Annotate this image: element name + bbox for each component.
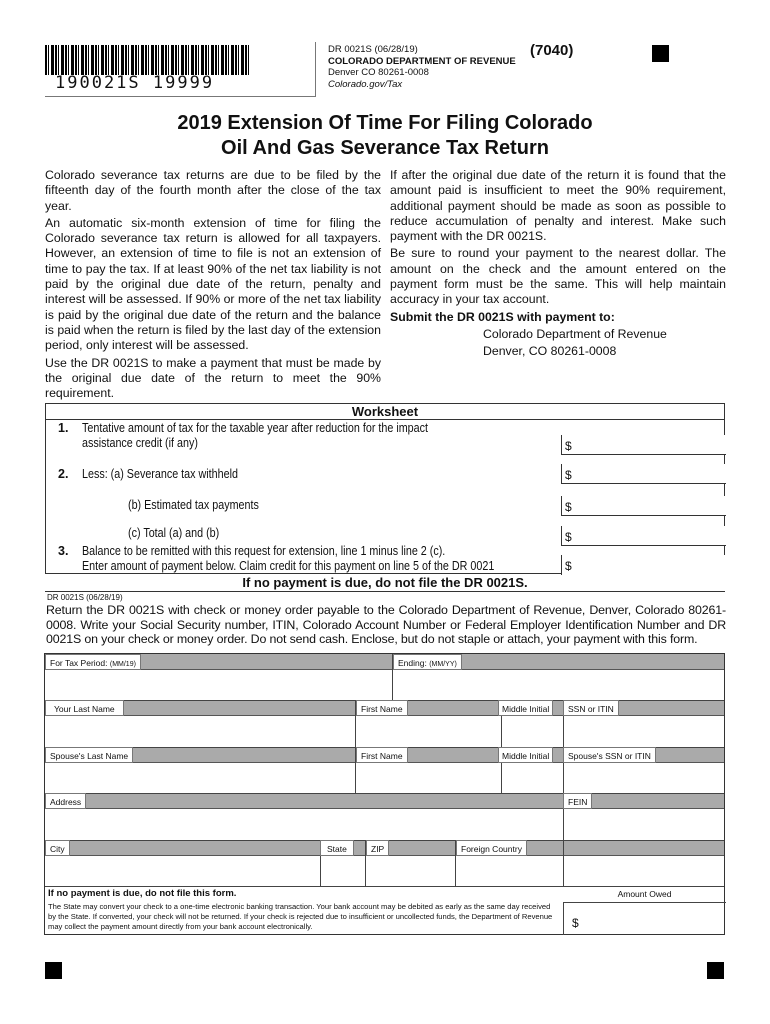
- line-number: 3.: [58, 544, 69, 558]
- first-name-label: First Name: [356, 700, 408, 716]
- barcode-number: 190021S 19999: [55, 73, 215, 93]
- department-address: Denver CO 80261-0008: [328, 67, 429, 78]
- last-name-label: Your Last Name: [45, 700, 124, 716]
- paragraph: Colorado severance tax returns are due to be filed by the fifteenth day of the fourth month after the close of the tax year.: [45, 168, 381, 213]
- tax-period-input[interactable]: [45, 671, 392, 700]
- zip-input[interactable]: [366, 857, 455, 886]
- ssn-label: SSN or ITIN: [563, 700, 619, 716]
- ending-input[interactable]: [393, 671, 725, 700]
- band: [45, 654, 724, 670]
- middle-initial-input[interactable]: [502, 717, 563, 747]
- text: (MM/YY): [429, 661, 457, 668]
- fein-input[interactable]: [564, 810, 725, 840]
- text: Tentative amount of tax for the taxable year after reduction for the impact: [82, 421, 428, 435]
- zip-label: ZIP: [366, 840, 389, 856]
- spouse-ssn-label: Spouse's SSN or ITIN: [563, 747, 656, 763]
- barcode: [45, 45, 250, 75]
- form-code: (7040): [530, 42, 574, 59]
- ending-label: [393, 654, 462, 670]
- foreign-country-input[interactable]: [456, 857, 725, 886]
- spouse-middle-initial-label: Middle Initial: [498, 747, 553, 763]
- text: Balance to be remitted with this request for extension, line 1 minus line 2 (c).: [82, 544, 446, 558]
- spouse-first-name-input[interactable]: [356, 764, 501, 793]
- line-text: [82, 421, 428, 451]
- page-title: [0, 111, 770, 161]
- spouse-last-name-label: Spouse's Last Name: [45, 747, 133, 763]
- line-number: 2.: [58, 467, 69, 481]
- website: Colorado.gov/Tax: [328, 78, 403, 90]
- fein-label: FEIN: [563, 793, 592, 809]
- city-input[interactable]: [45, 857, 320, 886]
- spouse-middle-initial-input[interactable]: [502, 764, 563, 793]
- no-file-notice: If no payment is due, do not file this form.: [48, 888, 237, 899]
- state-label: State: [320, 840, 354, 856]
- form-header: [328, 44, 516, 90]
- submit-address: Denver, CO 80261-0008: [483, 344, 617, 359]
- submit-address: Colorado Department of Revenue: [483, 326, 667, 341]
- line-text: (c) Total (a) and (b): [128, 526, 220, 540]
- payment-voucher: [44, 653, 725, 935]
- worksheet: [45, 403, 725, 574]
- line-text: Less: (a) Severance tax withheld: [82, 467, 238, 481]
- registration-mark: [45, 962, 62, 979]
- divider: [315, 42, 316, 97]
- text: Ending:: [398, 658, 427, 668]
- voucher-form-id: DR 0021S (06/28/19): [47, 593, 123, 602]
- spouse-last-name-input[interactable]: [45, 764, 355, 793]
- registration-mark: [707, 962, 724, 979]
- line-1-amount[interactable]: $: [561, 435, 726, 455]
- text: assistance credit (if any): [82, 436, 198, 450]
- paragraph: Use the DR 0021S to make a payment that must be made by the original due date of the return to meet the 90% requirement.: [45, 355, 381, 401]
- no-payment-notice: If no payment is due, do not file the DR 0021S.: [45, 575, 725, 592]
- city-label: City: [45, 840, 70, 856]
- state-input[interactable]: [321, 857, 365, 886]
- address-label: Address: [45, 793, 86, 809]
- spouse-ssn-input[interactable]: [564, 764, 725, 793]
- amount-owed-input[interactable]: $: [563, 902, 726, 935]
- band: [45, 793, 724, 809]
- tax-period-label: [45, 654, 141, 670]
- line-2c-amount[interactable]: $: [561, 526, 726, 546]
- line-text: [82, 544, 494, 574]
- form-id: DR 0021S (06/28/19): [328, 44, 418, 55]
- foreign-country-label: Foreign Country: [456, 840, 527, 856]
- first-name-input[interactable]: [356, 717, 501, 747]
- line-2b-amount[interactable]: $: [561, 496, 726, 516]
- divider: [45, 96, 315, 97]
- spouse-first-name-label: First Name: [356, 747, 408, 763]
- last-name-input[interactable]: [45, 717, 355, 747]
- text: (MM/19): [109, 661, 136, 668]
- worksheet-title: Worksheet: [46, 404, 724, 420]
- middle-initial-label: Middle Initial: [498, 700, 553, 716]
- ssn-input[interactable]: [564, 717, 725, 747]
- disclaimer: The State may convert your check to a one-time electronic banking transaction. Your bank account may be debited as early as the same day received by the State. If converted, your check will not be returned. If your check is rejected due to insufficient or uncollected funds, the Department of Revenue may collect the payment amount directly from your bank account electronically.: [48, 902, 553, 931]
- department: COLORADO DEPARTMENT OF REVENUE: [328, 55, 516, 67]
- voucher-instructions: Return the DR 0021S with check or money order payable to the Colorado Department of Revenue, Denver, Colorado 80261-0008. Write your Social Security number, ITIN, Colorado Account Number or Federal Employer Identification Number and DR 0021S on your check or money order. Do not send cash. Enclose, but do not staple or attach, your payment with this form.: [46, 603, 726, 647]
- line-number: 1.: [58, 421, 69, 435]
- title-line: Oil And Gas Severance Tax Return: [221, 137, 549, 159]
- instructions-right: [390, 168, 726, 362]
- amount-owed-label: Amount Owed: [617, 889, 672, 899]
- divider: [45, 793, 724, 794]
- paragraph: Be sure to round your payment to the nearest dollar. The amount on the check and the amount entered on the payment form must be the same. This will help maintain accuracy in your tax account.: [390, 246, 726, 307]
- paragraph: An automatic six-month extension of time for filing the Colorado severance tax return is allowed for all taxpayers. However, an extension of time to file is not an extension of time to pay the tax. If at least 90% of the net tax liability is not paid by the original due date of the return, penalty and interest will be assessed. If 90% or more of the net tax liability is paid by the original due date of the return and the balance is paid when the return is filed by the last day of the extension period, only interest will be assessed.: [45, 215, 381, 353]
- registration-mark: [652, 45, 669, 62]
- address-input[interactable]: [45, 810, 563, 840]
- paragraph: If after the original due date of the return it is found that the amount paid is insufficient to meet the 90% requirement, additional payment should be made as soon as possible to reduce accumulation of penalty and interest. Make such payment with the DR 0021S.: [390, 168, 726, 244]
- title-line: 2019 Extension Of Time For Filing Colorado: [177, 112, 593, 134]
- line-text: (b) Estimated tax payments: [128, 498, 259, 512]
- line-2a-amount[interactable]: $: [561, 464, 726, 484]
- submit-heading: Submit the DR 0021S with payment to:: [390, 309, 615, 324]
- instructions-left: [45, 168, 381, 403]
- text: For Tax Period:: [50, 658, 108, 668]
- divider: [45, 886, 724, 887]
- text: Enter amount of payment below. Claim credit for this payment on line 5 of the DR 0021: [82, 559, 495, 573]
- line-3-amount[interactable]: $: [561, 555, 726, 575]
